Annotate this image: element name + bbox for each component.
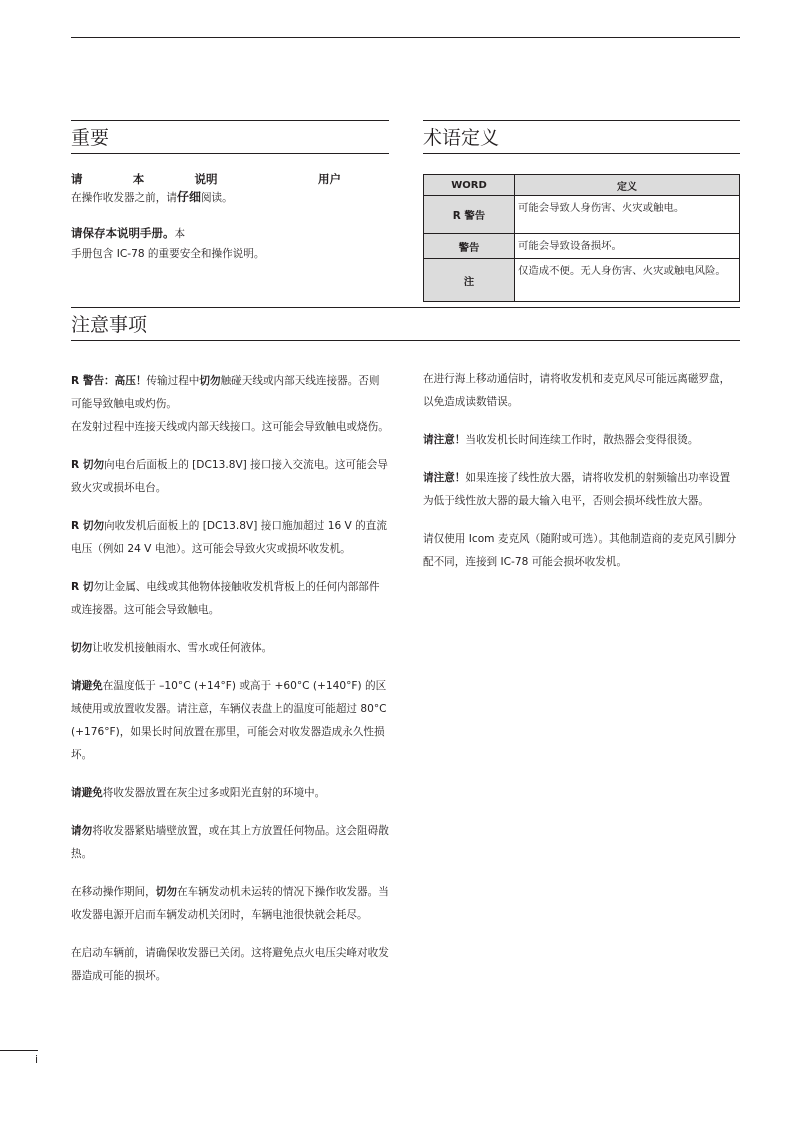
term-definition: 可能会导致人身伤害、火灾或触电。 — [515, 196, 740, 234]
precaution-item: 请注意！如果连接了线性放大器，请将收发机的射频输出功率设置为低于线性放大器的最大输入电平，否则会损坏线性放大器。 — [423, 472, 731, 507]
important-contents-line: 手册包含 IC-78 的重要安全和操作说明。 — [71, 248, 265, 260]
terms-col-word: WORD — [424, 175, 515, 196]
section-title-terms: 术语定义 — [423, 126, 740, 154]
terms-col-def: 定义 — [515, 175, 740, 196]
precautions-left-column — [71, 370, 389, 1003]
term-definition: 仅造成不便。无人身伤害、火灾或触电风险。 — [515, 259, 740, 302]
precaution-item: 在进行海上移动通信时，请将收发机和麦克风尽可能远离磁罗盘，以免造成读数错误。 — [423, 373, 731, 408]
precaution-item: 请仅使用 Icom 麦克风（随附或可选）。其他制造商的麦克风引脚分配不同，连接到 IC-78 可能会损坏收发机。 — [423, 533, 737, 568]
precaution-item: R 切勿让金属、电线或其他物体接触收发机背板上的任何内部部件或连接器。这可能会导致触电。 — [71, 581, 380, 616]
page-number: i — [0, 1050, 38, 1066]
precaution-item: 切勿让收发机接触雨水、雪水或任何液体。 — [71, 642, 273, 654]
important-read-line: 在操作收发器之前，请仔细阅读。 — [71, 190, 233, 204]
precaution-item: 请注意！当收发机长时间连续工作时，散热器会变得很烫。 — [423, 434, 699, 446]
precaution-item: R 切勿向收发机后面板上的 [DC13.8V] 接口施加超过 16 V 的直流电压（例如 24 V 电池）。这可能会导致火灾或损坏收发机。 — [71, 520, 387, 555]
precaution-item: 请避免将收发器放置在灰尘过多或阳光直射的环境中。 — [71, 787, 326, 799]
top-rule — [71, 37, 740, 38]
term-word: R 警告 — [424, 196, 515, 234]
section-title-precautions: 注意事项 — [71, 313, 740, 341]
terms-table — [423, 174, 740, 302]
important-spread-line: 请 本 说明 用户 — [71, 172, 341, 186]
term-word: 注 — [424, 259, 515, 302]
table-row — [424, 234, 740, 259]
table-row — [424, 196, 740, 234]
precaution-item: R 切勿向电台后面板上的 [DC13.8V] 接口接入交流电。这可能会导致火灾或损坏电台。 — [71, 459, 388, 494]
precaution-item: 在启动车辆前，请确保收发器已关闭。这将避免点火电压尖峰对收发器造成可能的损坏。 — [71, 947, 389, 982]
precautions-right-column — [423, 368, 740, 589]
important-body — [71, 170, 389, 264]
table-row — [424, 259, 740, 302]
section-title-important: 重要 — [71, 126, 389, 154]
terms-header-row — [424, 175, 740, 196]
precaution-item: 在移动操作期间，切勿在车辆发动机未运转的情况下操作收发器。当收发器电源开启而车辆发动机关闭时，车辆电池很快就会耗尽。 — [71, 886, 389, 921]
term-definition: 可能会导致设备损坏。 — [515, 234, 740, 259]
precaution-item: 请避免在温度低于 –10°C (+14°F) 或高于 +60°C (+140°F) 的区域使用或放置收发器。请注意，车辆仪表盘上的温度可能超过 80°C (+176°F)，如果长时间放置在那里，可能会对收发器造成永久性损坏。 — [71, 680, 387, 761]
term-word: 警告 — [424, 234, 515, 259]
precaution-item: R 警告：高压！传输过程中切勿触碰天线或内部天线连接器。否则可能导致触电或灼伤。 在发射过程中连接天线或内部天线接口。这可能会导致触电或烧伤。 — [71, 375, 389, 433]
important-keep-line: 请保存本说明手册。本 — [71, 226, 186, 240]
precaution-item: 请勿将收发器紧贴墙壁放置，或在其上方放置任何物品。这会阻碍散热。 — [71, 825, 389, 860]
